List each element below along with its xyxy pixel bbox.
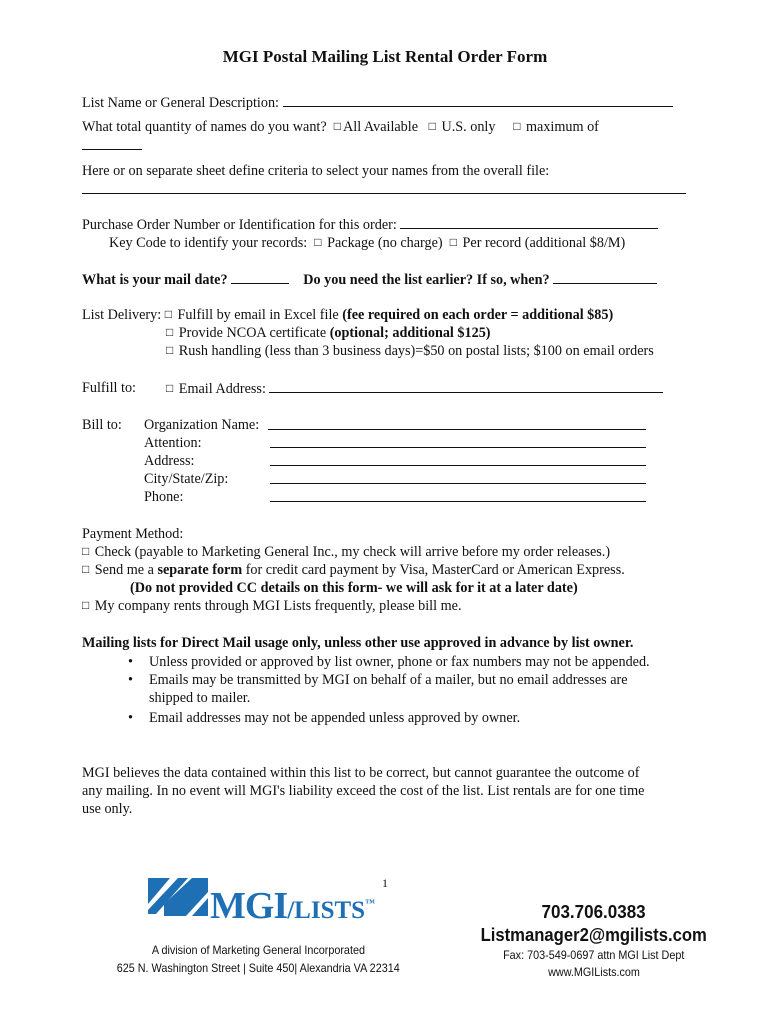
qty-all-label: All Available bbox=[343, 119, 419, 135]
disclaimer-line: any mailing. In no event will MGI's liability exceed the cost of the list. List rentals are for one time bbox=[82, 783, 645, 799]
qty-us-label: U.S. only bbox=[441, 119, 496, 135]
contact-phone: 703.706.0383 bbox=[541, 901, 647, 922]
bill-label: Bill to: bbox=[82, 417, 122, 433]
earlier-date-field[interactable] bbox=[553, 270, 657, 284]
bill-address-label: Address: bbox=[144, 453, 195, 469]
delivery-email-fee: (fee required on each order = additional $85) bbox=[342, 307, 614, 323]
bill-org-label: Organization Name: bbox=[144, 417, 260, 433]
fulfill-email-row bbox=[166, 379, 663, 398]
quantity-row bbox=[82, 118, 599, 136]
bill-city-field[interactable] bbox=[270, 470, 646, 484]
delivery-row-ncoa bbox=[166, 324, 491, 342]
pay-cc-note: (Do not provided CC details on this form- we will ask for it at a later date) bbox=[130, 580, 578, 596]
earlier-label: Do you need the list earlier? If so, when? bbox=[303, 272, 550, 288]
logo-lists: /LISTS bbox=[287, 897, 366, 924]
checkbox-icon[interactable]: □ bbox=[449, 235, 457, 249]
address-text: 625 N. Washington Street | Suite 450| Alexandria VA 22314 bbox=[116, 961, 400, 975]
checkbox-icon[interactable]: □ bbox=[314, 235, 322, 249]
pay-form-bold: separate form bbox=[157, 562, 243, 578]
pay-form-post: for credit card payment by Visa, MasterCard or American Express. bbox=[245, 562, 625, 578]
contact-website[interactable]: www.MGILists.com bbox=[548, 965, 640, 979]
list-name-label: List Name or General Description: bbox=[82, 95, 279, 111]
qty-max-label: maximum of bbox=[526, 119, 599, 135]
pay-check-row bbox=[82, 543, 610, 561]
disclaimer-line: use only. bbox=[82, 801, 133, 817]
keycode-label: Key Code to identify your records: bbox=[109, 235, 308, 251]
checkbox-icon[interactable]: □ bbox=[82, 598, 90, 612]
delivery-ncoa-text: Provide NCOA certificate bbox=[178, 325, 327, 341]
usage-heading: Mailing lists for Direct Mail usage only, unless other use approved in advance by list owner. bbox=[82, 635, 634, 651]
checkbox-icon[interactable]: □ bbox=[428, 119, 436, 133]
criteria-field[interactable] bbox=[82, 180, 686, 194]
checkbox-icon[interactable]: □ bbox=[166, 381, 174, 395]
bill-city-label: City/State/Zip: bbox=[144, 471, 229, 487]
pay-check-text: Check (payable to Marketing General Inc., my check will arrive before my order releases.) bbox=[94, 544, 611, 560]
po-field[interactable] bbox=[400, 215, 658, 229]
checkbox-icon[interactable]: □ bbox=[82, 562, 90, 576]
po-row bbox=[82, 215, 658, 234]
logo-wordmark bbox=[210, 886, 374, 931]
bill-org-field[interactable] bbox=[268, 416, 646, 430]
delivery-email-text: Fulfill by email in Excel file bbox=[177, 307, 339, 323]
pay-form-pre: Send me a bbox=[94, 562, 154, 578]
criteria-label: Here or on separate sheet define criteria to select your names from the overall file: bbox=[82, 163, 550, 179]
checkbox-icon[interactable]: □ bbox=[513, 119, 521, 133]
keycode-record-label: Per record (additional $8/M) bbox=[462, 235, 626, 251]
page-title: MGI Postal Mailing List Rental Order Form bbox=[222, 47, 548, 66]
delivery-rush-text: Rush handling (less than 3 business days)=$50 on postal lists; $100 on email orders bbox=[178, 343, 654, 359]
mgi-logo-mark-icon bbox=[148, 874, 208, 926]
bullet-icon: • bbox=[128, 654, 133, 670]
checkbox-icon[interactable]: □ bbox=[82, 544, 90, 558]
delivery-row-email bbox=[82, 306, 613, 324]
delivery-row-rush bbox=[166, 342, 654, 360]
page-number: 1 bbox=[382, 876, 388, 890]
mail-date-row bbox=[82, 270, 657, 289]
mail-date-label: What is your mail date? bbox=[82, 272, 228, 288]
fulfill-email-label: Email Address: bbox=[178, 381, 266, 397]
contact-email[interactable]: Listmanager2@mgilists.com bbox=[480, 924, 708, 945]
checkbox-icon[interactable]: □ bbox=[166, 325, 174, 339]
quantity-max-field-row bbox=[82, 136, 142, 155]
criteria-field-row bbox=[82, 180, 686, 199]
quantity-question: What total quantity of names do you want? bbox=[82, 119, 327, 135]
contact-fax: Fax: 703-549-0697 attn MGI List Dept bbox=[503, 948, 685, 962]
bill-attention-label: Attention: bbox=[144, 435, 202, 451]
bullet-icon: • bbox=[128, 710, 133, 726]
list-name-field[interactable] bbox=[283, 93, 673, 107]
bill-address-field[interactable] bbox=[270, 452, 646, 466]
checkbox-icon[interactable]: □ bbox=[166, 343, 174, 357]
disclaimer-line: MGI believes the data contained within this list to be correct, but cannot guarantee the outcome of bbox=[82, 765, 640, 781]
keycode-row bbox=[109, 234, 625, 252]
keycode-package-label: Package (no charge) bbox=[327, 235, 443, 251]
po-label: Purchase Order Number or Identification for this order: bbox=[82, 217, 397, 233]
pay-form-row bbox=[82, 561, 625, 579]
delivery-label: List Delivery: bbox=[82, 307, 162, 323]
mail-date-field[interactable] bbox=[231, 270, 289, 284]
payment-label: Payment Method: bbox=[82, 526, 184, 542]
bill-phone-label: Phone: bbox=[144, 489, 184, 505]
pay-bill-text: My company rents through MGI Lists frequently, please bill me. bbox=[94, 598, 462, 614]
list-name-row bbox=[82, 93, 673, 112]
bullet-icon: • bbox=[128, 672, 133, 688]
division-text: A division of Marketing General Incorporated bbox=[151, 943, 365, 957]
bill-attention-field[interactable] bbox=[270, 434, 646, 448]
checkbox-icon[interactable]: □ bbox=[333, 119, 342, 133]
usage-item-continued: shipped to mailer. bbox=[149, 690, 251, 706]
fulfill-email-field[interactable] bbox=[269, 379, 663, 393]
delivery-ncoa-fee: (optional; additional $125) bbox=[329, 325, 491, 341]
logo-mgi: MGI bbox=[210, 885, 288, 927]
logo-tm: ™ bbox=[365, 898, 375, 909]
pay-bill-row bbox=[82, 597, 462, 615]
quantity-max-field[interactable] bbox=[82, 136, 142, 150]
bill-phone-field[interactable] bbox=[270, 488, 646, 502]
fulfill-label: Fulfill to: bbox=[82, 380, 136, 396]
checkbox-icon[interactable]: □ bbox=[164, 307, 172, 321]
